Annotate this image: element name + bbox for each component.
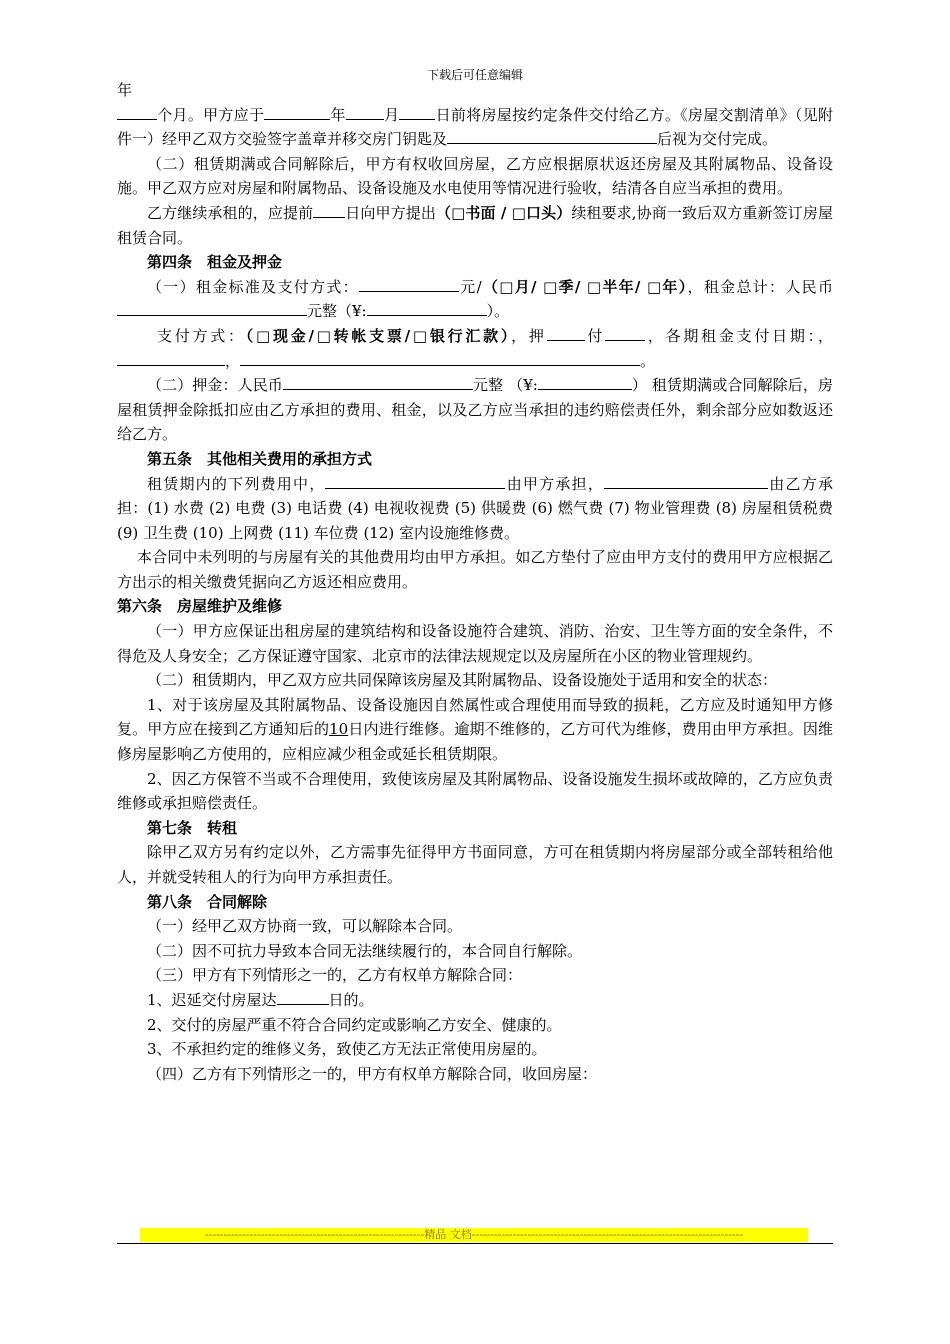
paragraph (117, 963, 833, 988)
text: 日内进行维修。逾期不维修的，乙方可代为维修，费用由甲方承担。因维修房屋影响乙方使用的，应相应减少租金或延长租赁期限。 (117, 720, 833, 764)
text: （一）经甲乙双方协商一致，可以解除本合同。 (147, 917, 463, 936)
text: 乙方继续承租的，应提前 (147, 203, 314, 222)
text: 由乙方承担：(1) 水费 (2) 电费 (3) 电话费 (4) 电视收视费 (5) 供暖费 (6) 燃气费 (7) 物业管理费 (8) 房屋租赁税费 (9) 卫生费 (10) 上网费 (11) 车位费 (12) 室内设施维修费。 (117, 474, 833, 542)
blank-field (547, 325, 585, 341)
paragraph (117, 275, 833, 324)
filled-value: 10 (329, 720, 349, 739)
paragraph (117, 767, 833, 816)
text: 元整（¥: (307, 302, 367, 321)
article-heading: 第四条 租金及押金 (147, 253, 283, 272)
text: 月 (383, 105, 400, 124)
text: ，租金总计：人民币 (687, 277, 833, 296)
text: 除甲乙双方另有约定以外，乙方需事先征得甲方书面同意，方可在租赁期内将房屋部分或全部转租给他人，并就受转租人的行为向甲方承担责任。 (117, 843, 833, 886)
text: ，各期租金支付日期： (645, 326, 818, 345)
paragraph (117, 668, 833, 693)
blank-field (240, 350, 640, 366)
text: 支付方式： (157, 326, 246, 345)
text: 由甲方承担， (505, 474, 605, 493)
text: 本合同中未列明的与房屋有关的其他费用均由甲方承担。如乙方垫付了应由甲方支付的费用甲方应根据乙方出示的相关缴费凭据向乙方返还相应费用。 (117, 548, 833, 591)
paragraph (117, 619, 833, 668)
text: （□现金/□转帐支票/□银行汇款） (245, 326, 512, 345)
text: （一）租金标准及支付方式： (147, 277, 359, 296)
paragraph (117, 373, 833, 447)
text: 3、不承担约定的维修义务，致使乙方无法正常使用房屋的。 (147, 1040, 547, 1059)
text: （□月/ □季/ □半年/ □年） (481, 277, 688, 296)
text: ） 租赁期满或合同解除后，房屋租赁押金除抵扣应由乙方承担的费用、租金，以及乙方应当承担的违约赔偿责任外，剩余部分应如数返还给乙方。 (117, 376, 833, 444)
blank-field (346, 104, 384, 120)
paragraph (117, 152, 833, 201)
text: （二）租赁期内，甲乙双方应共同保障该房屋及其附属物品、设备设施处于适用和安全的状态： (147, 671, 778, 690)
blank-field (367, 300, 487, 316)
text: （一）甲方应保证出租房屋的建筑结构和设备设施符合建筑、消防、治安、卫生等方面的安全条件，不得危及人身安全；乙方保证遵守国家、北京市的法律法规规定以及房屋所在小区的物业管理规约。 (117, 622, 833, 665)
paragraph (117, 693, 833, 767)
paragraph (117, 324, 833, 373)
text: 元整 （¥: (472, 376, 538, 395)
paragraph (117, 1062, 833, 1087)
text: 租赁期内的下列费用中， (147, 474, 326, 493)
paragraph (117, 472, 833, 546)
blank-field (359, 276, 459, 292)
paragraph (117, 545, 833, 594)
article-heading: 第五条 其他相关费用的承担方式 (147, 449, 373, 468)
blank-field (313, 202, 345, 218)
paragraph (117, 939, 833, 964)
footer-banner: -----------------------------------------------------------精品 文档------------------------------------------------------------------------- (140, 1228, 808, 1242)
text: ，押 (511, 326, 547, 345)
text: 2、因乙方保管不当或不合理使用，致使该房屋及其附属物品、设备设施发生损坏或故障的，乙方应负责维修或承担赔偿责任。 (117, 769, 833, 813)
text: 付 (584, 326, 606, 345)
paragraph (117, 201, 833, 250)
text: ， (225, 351, 241, 370)
text: 日前将房屋按约定条件交付给乙方。《房屋交割清单》（见附件一）经甲乙双方交验签字盖章并移交房门钥匙及 (117, 105, 833, 149)
text: 2、交付的房屋严重不符合合同约定或影响乙方安全、健康的。 (147, 1015, 562, 1034)
blank-field (538, 374, 632, 390)
paragraph (117, 78, 833, 103)
page-header: 下载后可任意编辑 (426, 68, 523, 82)
blank-field (117, 104, 157, 120)
article-heading: 第八条 合同解除 (147, 892, 268, 911)
text: （三）甲方有下列情形之一的，乙方有权单方解除合同： (147, 966, 523, 985)
paragraph (117, 914, 833, 939)
footer-divider (117, 1243, 833, 1244)
blank-field (399, 104, 435, 120)
text: 后视为交付完成。 (657, 130, 778, 149)
blank-field (447, 128, 657, 144)
text: 年 (117, 81, 133, 99)
paragraph (117, 1037, 833, 1062)
text: 日向甲方提出 (345, 203, 436, 222)
blank-field (117, 350, 225, 366)
text: 续租要求,协商一致后双方重新签订房屋租赁合同。 (117, 203, 833, 247)
text: ）。 (486, 302, 510, 321)
paragraph (117, 103, 833, 152)
text: （二）因不可抗力导致本合同无法继续履行的，本合同自行解除。 (147, 941, 583, 960)
article-heading: 第七条 转租 (147, 818, 238, 837)
article-heading: 第六条 房屋维护及维修 (117, 597, 283, 616)
blank-field (117, 300, 307, 316)
paragraph (117, 840, 833, 889)
text: 日的。 (328, 990, 374, 1009)
text: ， (817, 326, 833, 345)
text: （□书面 / □口头） (435, 203, 572, 222)
text: 1、对于该房屋及其附属物品、设备设施因自然属性或合理使用而导致的损耗，乙方应及时通知甲方修复。甲方应在接到乙方通知后的 (117, 695, 833, 739)
paragraph (117, 988, 833, 1013)
blank-field (283, 374, 473, 390)
blank-field (277, 989, 329, 1005)
blank-field (605, 325, 645, 341)
paragraph (117, 1013, 833, 1038)
text: （四）乙方有下列情形之一的，甲方有权单方解除合同，收回房屋： (147, 1064, 598, 1083)
contract-body (117, 78, 833, 1086)
blank-field (604, 473, 768, 489)
text: 元/ (458, 277, 482, 296)
blank-field (325, 473, 505, 489)
text: （二）押金：人民币 (147, 376, 283, 395)
text: 1、迟延交付房屋达 (147, 990, 277, 1009)
text: （二）租赁期满或合同解除后，甲方有权收回房屋，乙方应根据原状返还房屋及其附属物品、设备设施。甲乙双方应对房屋和附属物品、设备设施及水电使用等情况进行验收，结清各自应当承担的费用。 (117, 154, 833, 198)
text: 个月。甲方应于 (157, 105, 265, 124)
text: 年 (330, 105, 346, 124)
blank-field (264, 104, 330, 120)
text: 。 (640, 351, 656, 370)
